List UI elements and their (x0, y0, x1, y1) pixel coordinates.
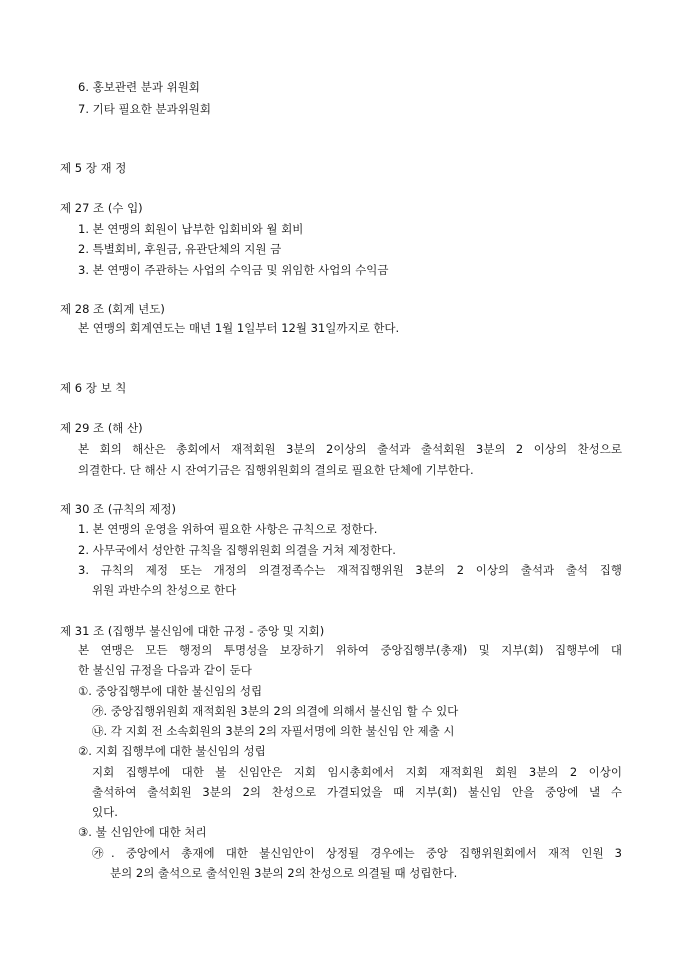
article-30-heading: 제 30 조 (규칙의 제정) (60, 502, 176, 516)
article-29-text-line-1: 본 회의 해산은 총회에서 재적회원 3분의 2이상의 출석과 출석회원 3분의 2 이상의 찬성으로 (78, 442, 622, 456)
article-30-item-2: 2. 사무국에서 성안한 규칙을 집행위원회 의결을 거쳐 제정한다. (78, 543, 396, 557)
article-31-section-2-text-line-1: 지회 집행부에 대한 불 신임안은 지회 임시총회에서 지회 재적회원 회원 3분의 2 이상이 (92, 765, 622, 779)
committee-item-7: 7. 기타 필요한 분과위원회 (78, 102, 212, 116)
committee-item-6: 6. 홍보관련 분과 위원회 (78, 80, 200, 94)
article-31-heading: 제 31 조 (집행부 불신임에 대한 규정 - 중앙 및 지회) (60, 624, 325, 638)
article-31-section-3-item-ga-line-1: ㉮. 중앙에서 총재에 대한 불신임안이 상정될 경우에는 중앙 집행위원회에서 재적 인원 3 (92, 846, 622, 860)
article-31-section-1-item-ga: ㉮. 중앙집행위원회 재적회원 3분의 2의 의결에 의해서 불신임 할 수 있다 (92, 704, 459, 718)
article-31-section-2-text-line-3: 있다. (92, 805, 118, 819)
article-27-item-1: 1. 본 연맹의 회원이 납부한 입회비와 월 회비 (78, 222, 304, 236)
article-31-intro-line-2: 한 불신임 규정을 다음과 같이 둔다 (78, 663, 252, 677)
article-27-item-2: 2. 특별회비, 후원금, 유관단체의 지원 금 (78, 242, 282, 256)
article-27-heading: 제 27 조 (수 입) (60, 201, 143, 215)
article-31-intro-line-1: 본 연맹은 모든 행정의 투명성을 보장하기 위하여 중앙집행부(총재) 및 지부(회) 집행부에 대 (78, 643, 622, 657)
article-31-section-1-item-na: ㉯. 각 지회 전 소속회원의 3분의 2의 자필서명에 의한 불신임 안 제출 시 (92, 724, 455, 738)
article-29-heading: 제 29 조 (해 산) (60, 421, 143, 435)
article-31-section-3-heading: ③. 불 신임안에 대한 처리 (78, 825, 207, 839)
article-31-section-2-text-line-2: 출석하여 출석회원 3분의 2의 찬성으로 가결되었을 때 지부(회) 불신임 안을 중앙에 낼 수 (92, 785, 622, 799)
article-31-section-3-item-ga-line-2: 분의 2의 출석으로 출석인원 3분의 2의 찬성으로 의결될 때 성립한다. (110, 866, 458, 880)
article-29-text-line-2: 의결한다. 단 해산 시 잔여기금은 집행위원회의 결의로 필요한 단체에 기부한다. (78, 463, 474, 477)
article-28-heading: 제 28 조 (회계 년도) (60, 302, 165, 316)
article-27-item-3: 3. 본 연맹이 주관하는 사업의 수익금 및 위임한 사업의 수익금 (78, 263, 389, 277)
chapter-6-heading: 제 6 장 보 칙 (60, 381, 127, 395)
article-30-item-1: 1. 본 연맹의 운영을 위하여 필요한 사항은 규칙으로 정한다. (78, 522, 378, 536)
article-30-item-3-line-1: 3. 규칙의 제정 또는 개정의 의결정족수는 재적집행위원 3분의 2 이상의 출석과 출석 집행 (78, 563, 622, 577)
chapter-5-heading: 제 5 장 재 정 (60, 161, 127, 175)
article-31-section-2-heading: ②. 지회 집행부에 대한 불신임의 성립 (78, 744, 266, 758)
article-31-section-1-heading: ①. 중앙집행부에 대한 불신임의 성립 (78, 684, 263, 698)
article-30-item-3-line-2: 위원 과반수의 찬성으로 한다 (92, 583, 237, 597)
article-28-text: 본 연맹의 회계연도는 매년 1월 1일부터 12월 31일까지로 한다. (78, 321, 400, 335)
